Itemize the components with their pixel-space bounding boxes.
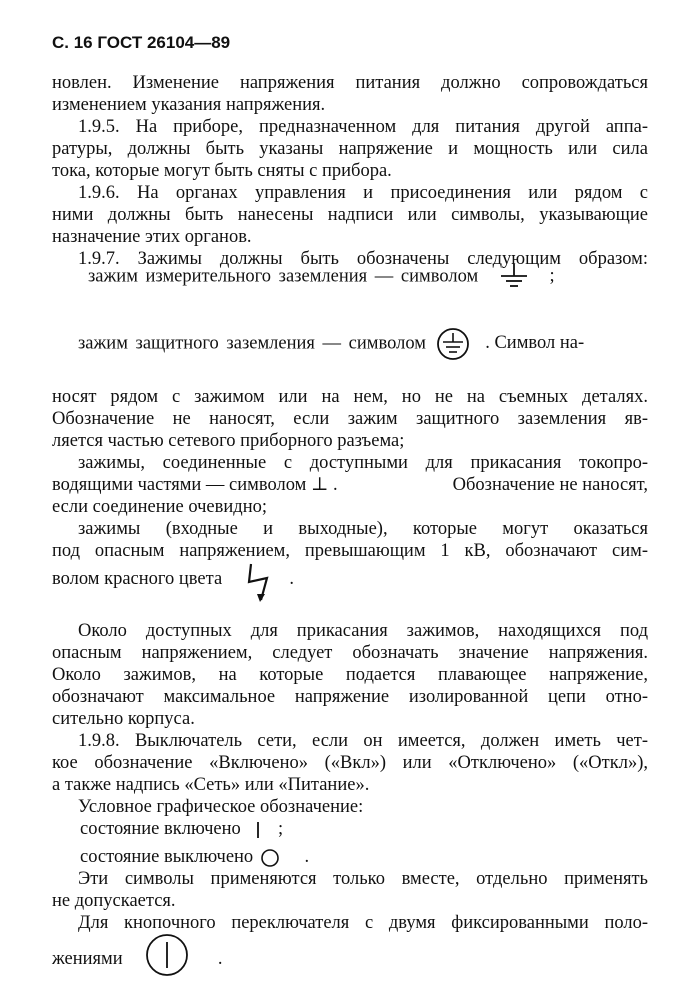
text-line: кое обозначение «Включено» («Вкл») или «Отключено» («Откл»), (52, 753, 648, 773)
page-header: С. 16 ГОСТ 26104—89 (52, 33, 231, 52)
text-line: ляется частью сетевого приборного разъема; (52, 431, 405, 451)
chassis-line (52, 474, 648, 496)
text-line: изменением указания напряжения. (52, 95, 326, 115)
off-state-end: . (304, 847, 310, 867)
text-line: Для кнопочного переключателя с двумя фиксированными поло- (78, 913, 648, 933)
text-line: под опасным напряжением, превышающим 1 кВ, обозначают сим- (52, 541, 648, 561)
on-state-line (80, 818, 480, 840)
high-voltage-line (52, 560, 648, 604)
text-line: ратуры, должны быть указаны напряжение и мощность или сила (52, 139, 648, 159)
protective-ground-end: . Символ на- (485, 333, 585, 354)
text-line: носят рядом с зажимом или на нем, но не на съемных деталях. (52, 387, 648, 407)
push-on-off-icon (145, 932, 189, 978)
text-line: Эти символы применяются только вместе, отдельно применять (78, 869, 648, 889)
protective-ground-icon (433, 326, 473, 362)
high-voltage-text: волом красного цвета (52, 569, 223, 589)
text-line: тока, которые могут быть сняты с прибора. (52, 161, 392, 181)
text-line: не допускается. (52, 891, 176, 911)
high-voltage-end: . (289, 569, 295, 589)
chassis-tail: Обозначение не наносят, (452, 475, 648, 495)
power-on-icon (253, 820, 263, 840)
text-line: ними должны быть нанесены надписи или символы, указывающие (52, 205, 648, 225)
protective-ground-line (78, 326, 648, 362)
power-off-icon (260, 848, 280, 868)
off-state-line (80, 846, 480, 868)
text-line: 1.9.8. Выключатель сети, если он имеется, должен иметь чет- (78, 731, 648, 751)
text-line: Около зажимов, на которые подается плавающее напряжение, (52, 665, 648, 685)
text-line: опасным напряжением, следует обозначать значение напряжения. (52, 643, 648, 663)
text-line: Условное графическое обозначение: (78, 797, 364, 817)
off-state-text: состояние выключено (80, 847, 254, 867)
text-line: зажимы, соединенные с доступными для прикасания токопро- (78, 453, 648, 473)
text-line: назначение этих органов. (52, 227, 252, 247)
text-line: обозначают максимальное напряжение изолированной цепи отно- (52, 687, 648, 707)
push-button-text: жениями (52, 949, 123, 969)
text-line: зажимы (входные и выходные), которые могут оказаться (78, 519, 648, 539)
measuring-ground-end: ; (549, 266, 555, 287)
text-line: новлен. Изменение напряжения питания должно сопровождаться (52, 73, 648, 93)
text-line: а также надпись «Сеть» или «Питание». (52, 775, 370, 795)
text-line: Около доступных для прикасания зажимов, находящихся под (78, 621, 648, 641)
measuring-ground-text: зажим измерительного заземления — символом (88, 266, 479, 287)
chassis-text: водящими частями — символом ⊥ . (52, 475, 338, 495)
on-state-text: состояние включено (80, 819, 241, 839)
protective-ground-text: зажим защитного заземления — символом (78, 333, 426, 354)
text-line: 1.9.6. На органах управления и присоединения или рядом с (78, 183, 648, 203)
ground-icon (497, 262, 531, 292)
push-button-end: . (217, 949, 223, 969)
text-line: сительно корпуса. (52, 709, 195, 729)
measuring-ground-line (88, 262, 608, 296)
on-state-end: ; (278, 819, 284, 839)
text-line: 1.9.7. Зажимы должны быть обозначены следующим образом: (78, 249, 648, 269)
text-line: Обозначение не наносят, если зажим защитного заземления яв- (52, 409, 648, 429)
high-voltage-icon (245, 560, 275, 604)
text-line: если соединение очевидно; (52, 497, 267, 517)
push-button-line (52, 932, 648, 982)
text-line: 1.9.5. На приборе, предназначенном для питания другой аппа- (78, 117, 648, 137)
